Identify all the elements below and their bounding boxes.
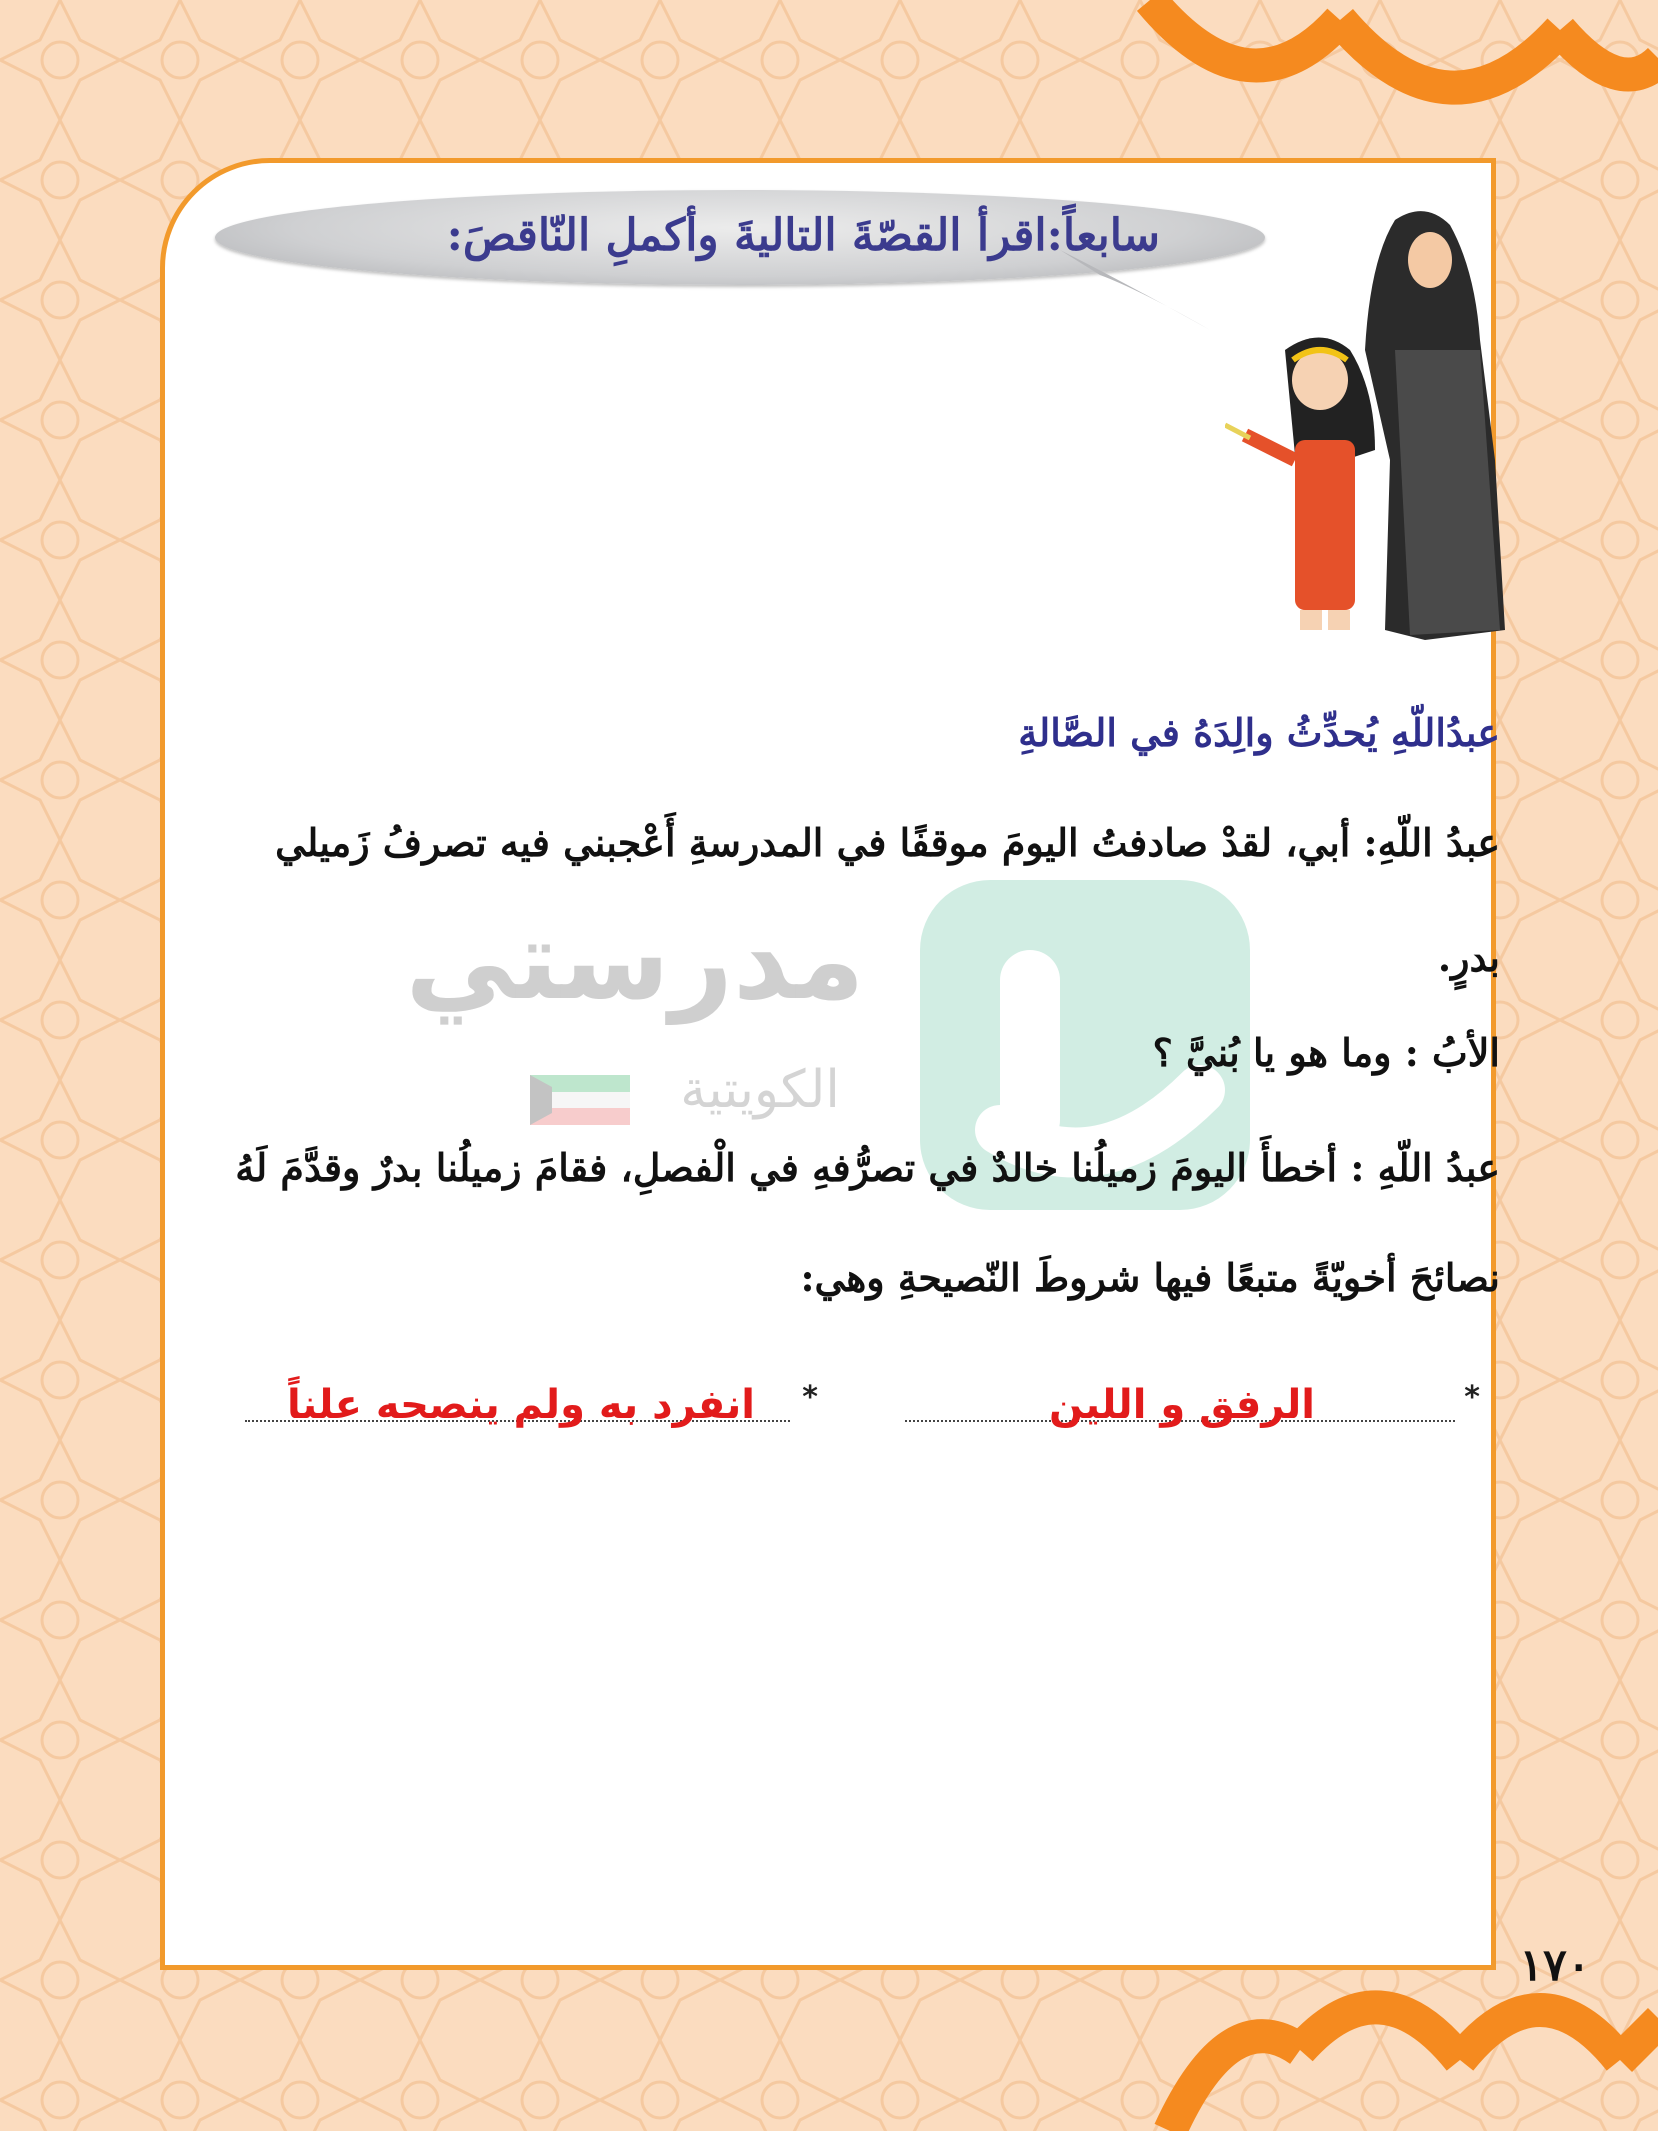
kuwait-flag-icon (530, 1075, 630, 1125)
mother-daughter-illustration (1225, 200, 1525, 650)
story-line-3: الأبُ : وما هو يا بُنيَّ ؟ (1152, 1030, 1500, 1075)
answer-1[interactable]: الرفق و اللين (1049, 1382, 1315, 1428)
exercise-title: سابعاً:اقرأ القصّةَ التاليةَ وأكملِ النّاقصَ: (446, 210, 1160, 261)
bullet-1: * (1464, 1380, 1480, 1415)
story-line-4: عبدُ اللّهِ : أخطأَ اليومَ زميلُنا خالدٌ في تصرُّفهِ في الْفصلِ، فقامَ زميلُنا بدرٌ وقدَّمَ لَهُ (235, 1145, 1500, 1190)
answer-2[interactable]: انفرد به ولم ينصحه علناً (286, 1382, 755, 1428)
bullet-2: * (802, 1380, 818, 1415)
watermark-name: مدرستي (405, 896, 865, 1024)
watermark-subtitle: الكويتية (680, 1060, 840, 1120)
story-line-1: عبدُ اللّهِ: أبي، لقدْ صادفتُ اليومَ موقفًا في المدرسةِ أَعْجبني فيه تصرفُ زَميلي (275, 820, 1500, 865)
page-number: ١٧٠ (1519, 1940, 1591, 1991)
story-heading: عبدُاللّهِ يُحدِّثُ والِدَهُ في الصَّالةِ (1018, 710, 1500, 755)
story-line-5: نصائحَ أخويّةً متبعًا فيها شروطَ النّصيحةِ وهي: (800, 1255, 1500, 1300)
story-line-2: بدرٍ. (1437, 935, 1500, 980)
answers-row (225, 1380, 1490, 1440)
